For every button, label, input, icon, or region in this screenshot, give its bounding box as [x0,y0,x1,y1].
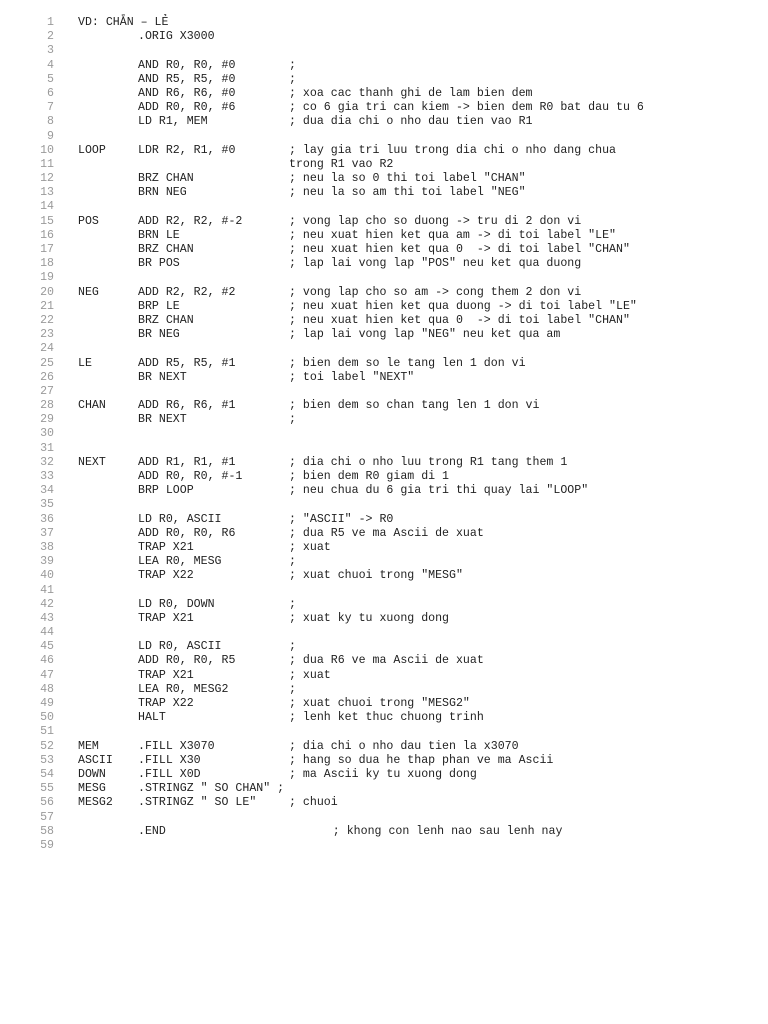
code-line [0,584,768,598]
line-number: 30 [40,427,54,441]
code-line [0,541,768,555]
line-number: 34 [40,484,54,498]
code-instruction: ADD R1, R1, #1 [138,455,236,469]
code-comment: ; ma Ascii ky tu xuong dong [289,767,477,781]
code-comment: ; [289,597,296,611]
line-number: 36 [40,512,54,526]
code-instruction: ADD R0, R0, #6 [138,101,236,115]
line-number: 55 [40,782,54,796]
code-line [0,286,768,300]
line-number: 47 [40,668,54,682]
code-line [0,300,768,314]
code-line [0,399,768,413]
line-number: 20 [40,285,54,299]
code-instruction: LEA R0, MESG2 [138,682,229,696]
code-line [0,669,768,683]
line-number: 9 [47,129,54,143]
code-instruction: .END ; khong con lenh nao sau lenh nay [138,824,563,838]
code-comment: ; dia chi o nho luu trong R1 tang them 1 [289,455,568,469]
line-number: 43 [40,611,54,625]
code-line [0,456,768,470]
line-number: 24 [40,342,54,356]
code-instruction: LD R0, ASCII [138,640,222,654]
code-line [0,385,768,399]
line-number: 26 [40,370,54,384]
code-comment: ; dia chi o nho dau tien la x3070 [289,739,519,753]
line-number: 1 [47,16,54,29]
line-number: 51 [40,725,54,739]
line-number: 21 [40,299,54,313]
code-instruction: .FILL X3070 [138,739,215,753]
code-instruction: BR NEXT [138,413,187,427]
line-number: 40 [40,569,54,583]
code-comment: ; lay gia tri luu trong dia chi o nho dang chua [289,143,616,157]
code-instruction: .STRINGZ " SO CHAN" ; [138,782,285,796]
code-line [0,44,768,58]
line-number: 22 [40,313,54,327]
line-number: 29 [40,413,54,427]
line-number: 5 [47,72,54,86]
code-comment: ; dua dia chi o nho dau tien vao R1 [289,115,533,129]
code-listing [0,16,768,853]
code-line [0,598,768,612]
code-line [0,725,768,739]
line-number: 42 [40,597,54,611]
code-line [0,186,768,200]
code-line [0,357,768,371]
code-instruction: BRP LOOP [138,484,194,498]
code-instruction: ADD R0, R0, #-1 [138,470,243,483]
code-line [0,257,768,271]
code-line [0,101,768,115]
code-line [0,328,768,342]
line-number: 15 [40,214,54,228]
line-number: 2 [47,30,54,44]
code-line [0,527,768,541]
code-line [0,513,768,527]
line-number: 32 [40,455,54,469]
code-comment: ; bien dem R0 giam di 1 [289,470,450,483]
code-line [0,782,768,796]
code-line [0,825,768,839]
code-instruction: AND R6, R6, #0 [138,86,236,100]
line-number: 3 [47,44,54,58]
code-comment: ; [289,555,296,569]
line-number: 27 [40,384,54,398]
code-instruction: TRAP X22 [138,569,194,583]
code-line [0,427,768,441]
code-line [0,413,768,427]
code-line [0,342,768,356]
line-number: 52 [40,739,54,753]
code-instruction: BRN LE [138,228,180,242]
code-instruction: BRZ CHAN [138,172,194,186]
code-comment: ; xuat ky tu xuong dong [289,611,450,625]
code-comment: ; [289,413,296,427]
code-instruction: ADD R2, R2, #-2 [138,214,243,228]
code-instruction: HALT [138,711,166,725]
code-instruction: LEA R0, MESG [138,555,222,569]
code-comment: ; lap lai vong lap "POS" neu ket qua duong [289,257,582,271]
code-line [0,442,768,456]
code-line [0,130,768,144]
code-line [0,640,768,654]
line-number: 35 [40,498,54,512]
code-comment: ; lap lai vong lap "NEG" neu ket qua am [289,328,561,342]
line-number: 18 [40,257,54,271]
code-comment: ; [289,640,296,654]
code-instruction: ADD R2, R2, #2 [138,285,236,299]
code-label: DOWN [78,767,106,781]
code-label: NEXT [78,455,106,469]
line-number: 12 [40,172,54,186]
line-number: 39 [40,555,54,569]
code-instruction: TRAP X22 [138,697,194,710]
line-number: 11 [40,157,54,171]
code-line [0,371,768,385]
code-line [0,215,768,229]
code-line [0,626,768,640]
line-number: 54 [40,767,54,781]
code-line [0,612,768,626]
line-number: 17 [40,243,54,256]
code-instruction: .FILL X30 [138,753,201,767]
code-comment: ; co 6 gia tri can kiem -> bien dem R0 bat dau tu 6 [289,101,644,115]
code-label: NEG [78,285,99,299]
code-comment: ; neu xuat hien ket qua 0 -> di toi label "CHAN" [289,243,630,256]
code-label: POS [78,214,99,228]
code-line [0,839,768,853]
code-comment: ; neu chua du 6 gia tri thi quay lai "LOOP" [289,484,589,498]
code-comment: ; neu xuat hien ket qua 0 -> di toi label "CHAN" [289,313,630,327]
code-comment: ; lenh ket thuc chuong trinh [289,711,484,725]
code-instruction: LD R1, MEM [138,115,208,129]
code-line [0,811,768,825]
code-instruction: ADD R5, R5, #1 [138,356,236,370]
code-line [0,697,768,711]
code-instruction: BR POS [138,257,180,271]
code-line [0,243,768,257]
line-number: 28 [40,399,54,413]
code-instruction: ADD R6, R6, #1 [138,399,236,413]
code-label: CHAN [78,399,106,413]
code-comment: ; bien dem so le tang len 1 don vi [289,356,526,370]
code-line [0,73,768,87]
code-comment: ; hang so dua he thap phan ve ma Ascii [289,753,554,767]
line-number: 25 [40,356,54,370]
line-number: 6 [47,86,54,100]
code-line [0,484,768,498]
code-line [0,30,768,44]
code-instruction: TRAP X21 [138,668,194,682]
code-comment: ; vong lap cho so am -> cong them 2 don vi [289,285,582,299]
line-number: 33 [40,470,54,483]
code-line [0,172,768,186]
line-number: 10 [40,143,54,157]
line-number: 23 [40,328,54,342]
code-line [0,158,768,172]
code-line [0,229,768,243]
code-comment: ; bien dem so chan tang len 1 don vi [289,399,540,413]
code-line [0,16,768,30]
code-comment: ; xuat [289,668,331,682]
line-number: 16 [40,228,54,242]
code-comment: ; neu xuat hien ket qua duong -> di toi label "LE" [289,299,637,313]
code-comment: ; neu la so am thi toi label "NEG" [289,186,526,200]
code-line [0,754,768,768]
code-line [0,569,768,583]
code-instruction: .ORIG X3000 [138,30,215,44]
code-line [0,115,768,129]
line-number: 31 [40,441,54,455]
code-line [0,796,768,810]
line-number: 49 [40,697,54,710]
code-comment: ; [289,58,296,72]
line-number: 58 [40,824,54,838]
code-line [0,498,768,512]
line-number: 37 [40,526,54,540]
code-comment: ; dua R5 ve ma Ascii de xuat [289,526,484,540]
code-line [0,271,768,285]
code-label: MEM [78,739,99,753]
line-number: 57 [40,810,54,824]
code-comment: ; [289,682,296,696]
code-instruction: LD R0, ASCII [138,512,222,526]
code-comment: ; xuat chuoi trong "MESG2" [289,697,470,710]
code-comment: ; xuat [289,540,331,554]
code-instruction: TRAP X21 [138,540,194,554]
line-number: 50 [40,711,54,725]
line-number: 13 [40,186,54,200]
code-line [0,711,768,725]
code-comment: ; chuoi [289,796,338,810]
code-label: ASCII [78,753,113,767]
code-comment: ; "ASCII" -> R0 [289,512,394,526]
line-number: 53 [40,753,54,767]
code-instruction: BR NEG [138,328,180,342]
code-comment: ; xoa cac thanh ghi de lam bien dem [289,86,533,100]
line-number: 4 [47,58,54,72]
line-number: 7 [47,101,54,115]
code-comment: ; vong lap cho so duong -> tru di 2 don vi [289,214,582,228]
code-comment: ; xuat chuoi trong "MESG" [289,569,463,583]
code-instruction: AND R0, R0, #0 [138,58,236,72]
line-number: 56 [40,796,54,810]
code-instruction: BRN NEG [138,186,187,200]
line-number: 38 [40,540,54,554]
line-number: 14 [40,200,54,214]
code-line [0,555,768,569]
code-comment: ; [289,72,296,86]
code-label: LOOP [78,143,106,157]
line-number: 59 [40,838,54,852]
line-number: 48 [40,682,54,696]
code-line [0,87,768,101]
code-instruction: TRAP X21 [138,611,194,625]
code-comment: ; neu la so 0 thi toi label "CHAN" [289,172,526,186]
code-line [0,740,768,754]
line-number: 46 [40,654,54,668]
line-number: 19 [40,271,54,285]
line-number: 41 [40,583,54,597]
code-label: MESG [78,782,106,796]
line-number: 44 [40,626,54,640]
code-line [0,654,768,668]
code-instruction: LDR R2, R1, #0 [138,143,236,157]
code-instruction: .FILL X0D [138,767,201,781]
code-instruction: BRZ CHAN [138,313,194,327]
code-comment: ; neu xuat hien ket qua am -> di toi label "LE" [289,228,616,242]
line-number: 8 [47,115,54,129]
code-line [0,768,768,782]
code-instruction: ADD R0, R0, R6 [138,526,236,540]
code-line [0,144,768,158]
code-instruction: LD R0, DOWN [138,597,215,611]
code-label: VD: CHẴN – LẺ [78,16,169,29]
code-comment: ; dua R6 ve ma Ascii de xuat [289,654,484,668]
code-line [0,200,768,214]
code-comment: trong R1 vao R2 [289,157,394,171]
code-instruction: BRZ CHAN [138,243,194,256]
code-instruction: .STRINGZ " SO LE" [138,796,257,810]
line-number: 45 [40,640,54,654]
code-instruction: BR NEXT [138,370,187,384]
code-instruction: BRP LE [138,299,180,313]
code-line [0,314,768,328]
code-instruction: AND R5, R5, #0 [138,72,236,86]
code-label: MESG2 [78,796,113,810]
code-line [0,470,768,484]
code-comment: ; toi label "NEXT" [289,370,415,384]
code-instruction: ADD R0, R0, R5 [138,654,236,668]
code-line [0,59,768,73]
code-label: LE [78,356,92,370]
code-line [0,683,768,697]
